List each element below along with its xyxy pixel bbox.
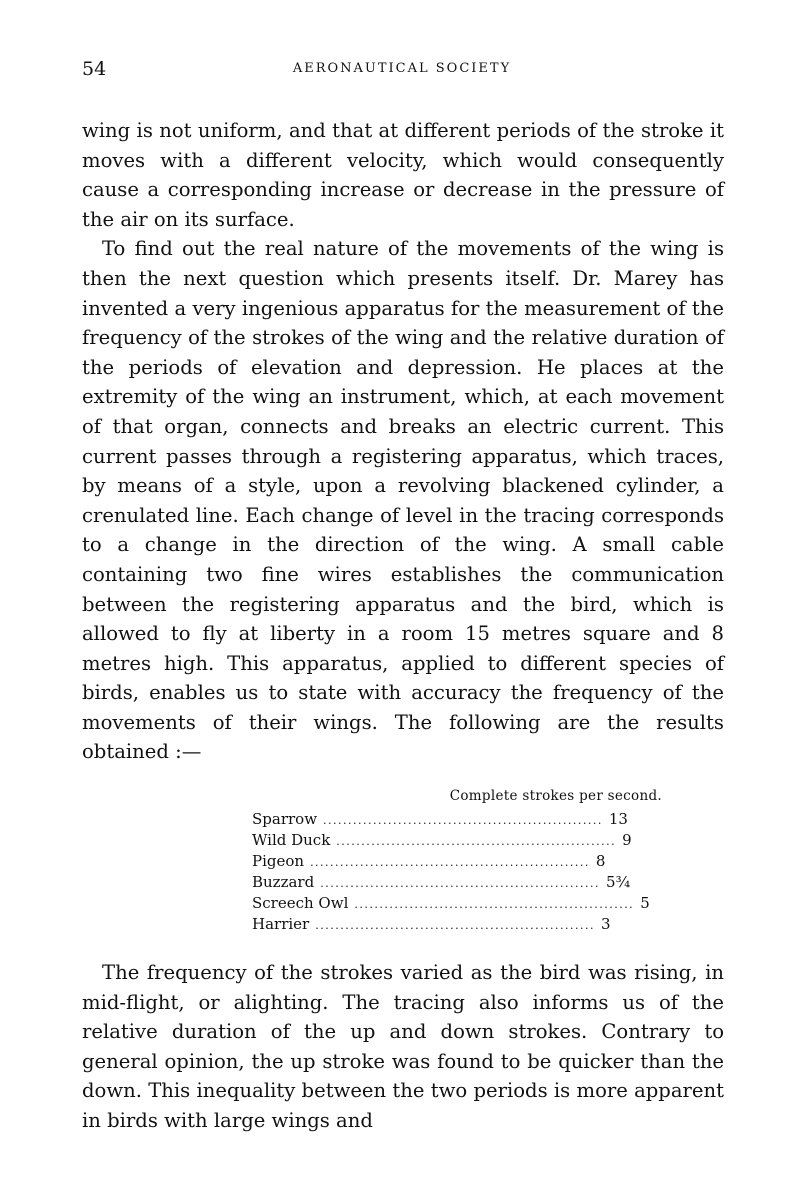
body-text bbox=[82, 116, 724, 767]
stroke-count: 9 bbox=[622, 831, 632, 849]
bird-name: Buzzard bbox=[252, 873, 315, 891]
bird-name: Screech Owl bbox=[252, 894, 349, 912]
running-head: AERONAUTICAL SOCIETY bbox=[292, 61, 512, 76]
table-row bbox=[252, 831, 632, 852]
dot-leader: ........................................................ bbox=[354, 898, 635, 911]
paragraph-apparatus: To find out the real nature of the movements of the wing is then the next question which presents itself. Dr. Marey has invented a very ingenious apparatus for the measurement of the frequency of the strokes of the wing and the relative duration of the periods of elevation and depression. He places at the extremity of the wing an instrument, which, at each movement of that organ, connects and breaks an electric current. This current passes through a registering apparatus, which traces, by means of a style, upon a revolving blackened cylinder, a crenulated line. Each change of level in the tracing corresponds to a change in the direction of the wing. A small cable containing two fine wires establishes the communication between the registering apparatus and the bird, which is allowed to fly at liberty in a room 15 metres square and 8 metres high. This apparatus, applied to different species of birds, enables us to state with accuracy the frequency of the movements of their wings. The following are the results obtained :— bbox=[82, 237, 724, 764]
table-row bbox=[252, 852, 606, 873]
bird-name: Harrier bbox=[252, 915, 310, 933]
bird-name: Wild Duck bbox=[252, 831, 331, 849]
bird-name: Pigeon bbox=[252, 852, 305, 870]
dot-leader: ........................................................ bbox=[320, 877, 601, 890]
dot-leader: ........................................................ bbox=[336, 835, 617, 848]
bird-name: Sparrow bbox=[252, 810, 318, 828]
paragraph-frequency: The frequency of the strokes varied as the bird was rising, in mid-flight, or alighting. The tracing also informs us of the relative duration of the up and down strokes. Contrary to general opinion, the up stroke was found to be quicker than the down. This inequality between the two periods is more apparent in birds with large wings and bbox=[82, 961, 724, 1132]
dot-leader: ........................................................ bbox=[323, 814, 603, 827]
dot-leader: ........................................................ bbox=[310, 856, 590, 869]
body-text-closing bbox=[82, 958, 724, 1136]
stroke-count: 5¾ bbox=[606, 873, 631, 891]
paragraph-continued: wing is not uniform, and that at different periods of the stroke it moves with a different velocity, which would consequently cause a corresponding increase or decrease in the pressure of the air on its surface. bbox=[82, 119, 724, 231]
table-row bbox=[252, 894, 650, 915]
dot-leader: ........................................................ bbox=[315, 919, 596, 932]
table-row bbox=[252, 873, 631, 894]
stroke-count: 5 bbox=[640, 894, 650, 912]
page-number: 54 bbox=[82, 58, 107, 80]
strokes-table bbox=[252, 788, 662, 936]
stroke-count: 3 bbox=[601, 915, 611, 933]
table-row bbox=[252, 915, 611, 936]
stroke-count: 13 bbox=[608, 810, 628, 828]
table-heading: Complete strokes per second. bbox=[449, 788, 662, 804]
table-row bbox=[252, 810, 628, 831]
page-header bbox=[82, 58, 722, 86]
stroke-count: 8 bbox=[595, 852, 606, 870]
